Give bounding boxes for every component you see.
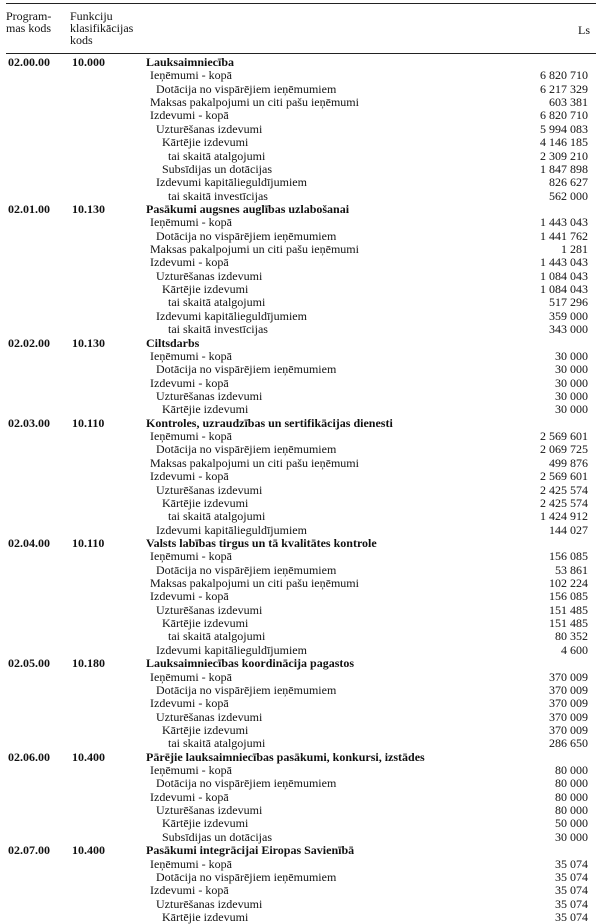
budget-line-row (0, 497, 600, 510)
line-label: Kārtējie izdevumi (162, 616, 249, 631)
line-label: Maksas pakalpojumi un citi pašu ieņēmumi (150, 242, 359, 257)
amount-value: 4 600 (561, 642, 588, 657)
amount-value: 603 381 (549, 95, 588, 110)
line-label: Ieņēmumi - kopā (150, 68, 232, 83)
budget-line-row (0, 230, 600, 243)
budget-rows (0, 56, 600, 924)
budget-line-row (0, 644, 600, 657)
function-code: 10.400 (72, 843, 105, 858)
amount-value: 80 000 (555, 789, 588, 804)
function-code: 10.110 (72, 535, 105, 550)
budget-line-row (0, 350, 600, 363)
program-name: Kontroles, uzraudzības un sertifikācijas dienesti (146, 415, 393, 430)
budget-line-row (0, 377, 600, 390)
line-label: Ieņēmumi - kopā (150, 856, 232, 871)
amount-value: 30 000 (555, 348, 588, 363)
line-label: Ieņēmumi - kopā (150, 429, 232, 444)
program-name: Ciltsdarbs (146, 335, 200, 350)
budget-line-row (0, 323, 600, 336)
program-code: 02.07.00 (8, 843, 50, 858)
budget-line-row (0, 136, 600, 149)
line-label: Subsīdijas un dotācijas (162, 161, 272, 176)
amount-value: 80 000 (555, 763, 588, 778)
line-label: Kārtējie izdevumi (162, 135, 249, 150)
program-title-row (0, 657, 600, 670)
line-label: tai skaitā atalgojumi (168, 629, 266, 644)
budget-line-row (0, 256, 600, 269)
budget-line-row (0, 96, 600, 109)
line-label: Dotācija no vispārējiem ieņēmumiem (156, 81, 337, 96)
program-title-row (0, 417, 600, 430)
amount-value: 2 069 725 (540, 442, 588, 457)
budget-line-row (0, 711, 600, 724)
program-title-row (0, 751, 600, 764)
amount-value: 35 074 (555, 883, 588, 898)
line-label: Dotācija no vispārējiem ieņēmumiem (156, 562, 337, 577)
header-line: kods (70, 33, 93, 47)
budget-line-row (0, 109, 600, 122)
program-code: 02.00.00 (8, 55, 50, 69)
amount-value: 5 994 083 (540, 121, 588, 136)
amount-value: 30 000 (555, 362, 588, 377)
budget-line-row (0, 777, 600, 790)
amount-value: 1 281 (561, 242, 588, 257)
amount-value: 286 650 (549, 736, 588, 751)
amount-value: 343 000 (549, 322, 588, 337)
budget-line-row (0, 470, 600, 483)
line-label: Izdevumi kapitālieguldījumiem (156, 175, 307, 190)
budget-line-row (0, 123, 600, 136)
amount-value: 2 569 601 (540, 469, 588, 484)
budget-line-row (0, 243, 600, 256)
amount-value: 499 876 (549, 455, 588, 470)
program-code: 02.05.00 (8, 656, 50, 671)
line-label: Maksas pakalpojumi un citi pašu ieņēmumi (150, 95, 359, 110)
line-label: Subsīdijas un dotācijas (162, 829, 272, 844)
program-name: Valsts labības tirgus un tā kvalitātes kontrole (146, 535, 377, 550)
amount-value: 562 000 (549, 188, 588, 203)
program-code: 02.02.00 (8, 335, 50, 350)
program-name: Lauksaimniecība (146, 55, 235, 69)
line-label: Kārtējie izdevumi (162, 495, 249, 510)
amount-value: 826 627 (549, 175, 588, 190)
budget-line-row (0, 150, 600, 163)
line-label: Dotācija no vispārējiem ieņēmumiem (156, 682, 337, 697)
budget-line-row (0, 296, 600, 309)
column-header-program-code (6, 10, 51, 34)
function-code: 10.130 (72, 201, 105, 216)
amount-value: 1 084 043 (540, 282, 588, 297)
budget-line-row (0, 69, 600, 82)
budget-line-row (0, 457, 600, 470)
amount-value: 30 000 (555, 375, 588, 390)
function-code: 10.110 (72, 415, 105, 430)
budget-line-row (0, 617, 600, 630)
line-label: Izdevumi - kopā (150, 255, 229, 270)
amount-value: 53 861 (555, 562, 588, 577)
line-label: Kārtējie izdevumi (162, 722, 249, 737)
amount-value: 6 820 710 (540, 108, 588, 123)
budget-line-row (0, 283, 600, 296)
line-label: tai skaitā atalgojumi (168, 509, 266, 524)
budget-line-row (0, 430, 600, 443)
budget-line-row (0, 630, 600, 643)
amount-value: 1 441 762 (540, 228, 588, 243)
header-line: Funkciju (70, 9, 113, 23)
amount-value: 1 443 043 (540, 215, 588, 230)
amount-value: 35 074 (555, 910, 588, 924)
budget-line-row (0, 577, 600, 590)
budget-line-row (0, 190, 600, 203)
budget-line-row (0, 737, 600, 750)
line-label: Uzturēšanas izdevumi (156, 602, 263, 617)
line-label: Ieņēmumi - kopā (150, 549, 232, 564)
program-title-row (0, 56, 600, 69)
amount-value: 359 000 (549, 308, 588, 323)
line-label: Izdevumi - kopā (150, 469, 229, 484)
line-label: Izdevumi - kopā (150, 696, 229, 711)
budget-line-row (0, 804, 600, 817)
line-label: tai skaitā investīcijas (168, 322, 268, 337)
amount-value: 156 085 (549, 549, 588, 564)
program-title-row (0, 337, 600, 350)
budget-line-row (0, 163, 600, 176)
budget-line-row (0, 871, 600, 884)
line-label: Dotācija no vispārējiem ieņēmumiem (156, 362, 337, 377)
budget-line-row (0, 510, 600, 523)
budget-line-row (0, 83, 600, 96)
budget-line-row (0, 403, 600, 416)
line-label: Uzturēšanas izdevumi (156, 121, 263, 136)
budget-line-row (0, 911, 600, 924)
amount-value: 4 146 185 (540, 135, 588, 150)
budget-line-row (0, 550, 600, 563)
amount-value: 30 000 (555, 388, 588, 403)
line-label: Izdevumi - kopā (150, 108, 229, 123)
amount-value: 2 425 574 (540, 482, 588, 497)
budget-line-row (0, 564, 600, 577)
budget-line-row (0, 684, 600, 697)
budget-line-row (0, 390, 600, 403)
amount-value: 370 009 (549, 682, 588, 697)
amount-value: 6 820 710 (540, 68, 588, 83)
program-name: Pārējie lauksaimniecības pasākumi, konkursi, izstādes (146, 749, 425, 764)
function-code: 10.000 (72, 55, 105, 69)
program-code: 02.03.00 (8, 415, 50, 430)
budget-line-row (0, 216, 600, 229)
budget-line-row (0, 443, 600, 456)
amount-value: 80 000 (555, 776, 588, 791)
budget-line-row (0, 858, 600, 871)
budget-line-row (0, 310, 600, 323)
line-label: Maksas pakalpojumi un citi pašu ieņēmumi (150, 455, 359, 470)
line-label: Ieņēmumi - kopā (150, 669, 232, 684)
program-name: Lauksaimniecības koordinācija pagastos (146, 656, 355, 671)
amount-value: 156 085 (549, 589, 588, 604)
line-label: Uzturēšanas izdevumi (156, 482, 263, 497)
line-label: Dotācija no vispārējiem ieņēmumiem (156, 228, 337, 243)
amount-value: 1 847 898 (540, 161, 588, 176)
line-label: Izdevumi - kopā (150, 789, 229, 804)
line-label: Kārtējie izdevumi (162, 402, 249, 417)
amount-value: 35 074 (555, 896, 588, 911)
amount-value: 30 000 (555, 402, 588, 417)
line-label: Dotācija no vispārējiem ieņēmumiem (156, 776, 337, 791)
amount-value: 151 485 (549, 616, 588, 631)
budget-line-row (0, 590, 600, 603)
header-line: Program- (6, 9, 52, 23)
budget-line-row (0, 524, 600, 537)
line-label: Izdevumi kapitālieguldījumiem (156, 642, 307, 657)
program-title-row (0, 537, 600, 550)
amount-value: 35 074 (555, 856, 588, 871)
line-label: tai skaitā atalgojumi (168, 148, 266, 163)
line-label: Izdevumi kapitālieguldījumiem (156, 522, 307, 537)
amount-value: 80 352 (555, 629, 588, 644)
program-title-row (0, 203, 600, 216)
line-label: Ieņēmumi - kopā (150, 763, 232, 778)
line-label: Uzturēšanas izdevumi (156, 268, 263, 283)
function-code: 10.180 (72, 656, 105, 671)
line-label: Uzturēšanas izdevumi (156, 388, 263, 403)
line-label: Ieņēmumi - kopā (150, 348, 232, 363)
amount-value: 2 309 210 (540, 148, 588, 163)
line-label: Uzturēšanas izdevumi (156, 709, 263, 724)
top-rule (6, 3, 596, 4)
amount-value: 35 074 (555, 869, 588, 884)
budget-line-row (0, 363, 600, 376)
function-code: 10.130 (72, 335, 105, 350)
line-label: Dotācija no vispārējiem ieņēmumiem (156, 869, 337, 884)
line-label: tai skaitā atalgojumi (168, 736, 266, 751)
program-name: Pasākumi integrācijai Eiropas Savienībā (146, 843, 355, 858)
header-line: klasifikācijas (70, 21, 134, 35)
amount-value: 370 009 (549, 669, 588, 684)
line-label: Maksas pakalpojumi un citi pašu ieņēmumi (150, 576, 359, 591)
column-header-function-code (70, 10, 133, 46)
function-code: 10.400 (72, 749, 105, 764)
program-name: Pasākumi augsnes auglības uzlabošanai (146, 201, 350, 216)
header-rule (6, 53, 596, 54)
line-label: Dotācija no vispārējiem ieņēmumiem (156, 442, 337, 457)
line-label: Uzturēšanas izdevumi (156, 803, 263, 818)
budget-line-row (0, 884, 600, 897)
program-code: 02.06.00 (8, 749, 50, 764)
amount-value: 1 084 043 (540, 268, 588, 283)
budget-line-row (0, 724, 600, 737)
line-label: Kārtējie izdevumi (162, 910, 249, 924)
amount-value: 144 027 (549, 522, 588, 537)
column-header-currency: Ls (578, 23, 590, 37)
line-label: Uzturēšanas izdevumi (156, 896, 263, 911)
program-title-row (0, 844, 600, 857)
amount-value: 370 009 (549, 722, 588, 737)
budget-line-row (0, 831, 600, 844)
line-label: Izdevumi - kopā (150, 375, 229, 390)
header-line: mas kods (6, 21, 51, 35)
amount-value: 2 425 574 (540, 495, 588, 510)
amount-value: 6 217 329 (540, 81, 588, 96)
amount-value: 370 009 (549, 696, 588, 711)
amount-value: 1 424 912 (540, 509, 588, 524)
line-label: Ieņēmumi - kopā (150, 215, 232, 230)
budget-line-row (0, 817, 600, 830)
amount-value: 370 009 (549, 709, 588, 724)
line-label: Kārtējie izdevumi (162, 816, 249, 831)
line-label: Izdevumi - kopā (150, 589, 229, 604)
budget-line-row (0, 270, 600, 283)
amount-value: 50 000 (555, 816, 588, 831)
amount-value: 1 443 043 (540, 255, 588, 270)
line-label: tai skaitā investīcijas (168, 188, 268, 203)
program-code: 02.01.00 (8, 201, 50, 216)
budget-line-row (0, 604, 600, 617)
amount-value: 30 000 (555, 829, 588, 844)
line-label: Izdevumi - kopā (150, 883, 229, 898)
line-label: tai skaitā atalgojumi (168, 295, 266, 310)
line-label: Kārtējie izdevumi (162, 282, 249, 297)
amount-value: 2 569 601 (540, 429, 588, 444)
budget-line-row (0, 484, 600, 497)
budget-line-row (0, 898, 600, 911)
amount-value: 102 224 (549, 576, 588, 591)
line-label: Izdevumi kapitālieguldījumiem (156, 308, 307, 323)
amount-value: 517 296 (549, 295, 588, 310)
amount-value: 80 000 (555, 803, 588, 818)
budget-line-row (0, 176, 600, 189)
amount-value: 151 485 (549, 602, 588, 617)
budget-line-row (0, 764, 600, 777)
program-code: 02.04.00 (8, 535, 50, 550)
budget-line-row (0, 671, 600, 684)
budget-line-row (0, 697, 600, 710)
budget-line-row (0, 791, 600, 804)
